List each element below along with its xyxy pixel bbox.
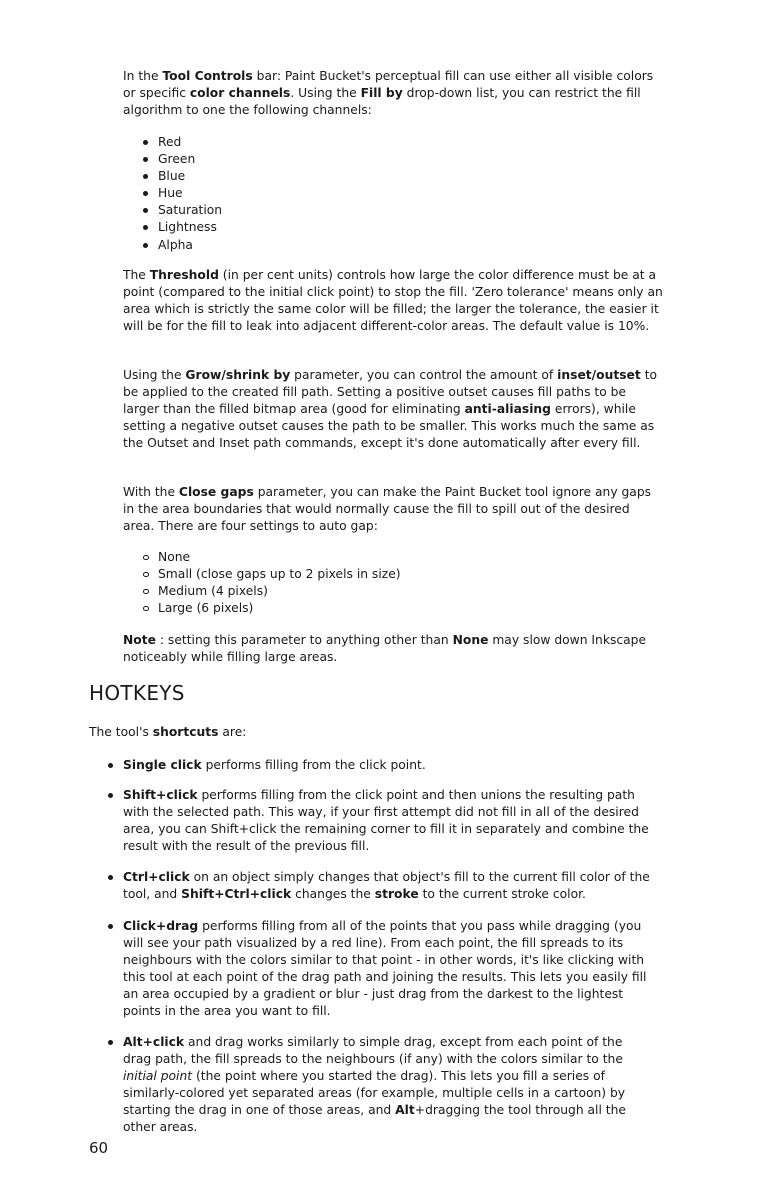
list-item: Small (close gaps up to 2 pixels in size) <box>158 566 558 583</box>
list-item: Medium (4 pixels) <box>158 583 558 600</box>
list-item: Blue <box>158 168 558 185</box>
list-item: Green <box>158 151 558 168</box>
page-number: 60 <box>89 1139 109 1157</box>
hotkey-click-drag: Click+drag performs filling from all of the points that you pass while dragging (you will see your path visualized by a red line). From each point, the fill spreads to its neighbours with the colors similar to that point - in other words, it's like clicking with this tool at each point of the drag path and joining the results. This lets you easily fill an area occupied by a gradient or blur - just drag from the darkest to the lightest points in the area you want to fill. <box>123 918 653 1020</box>
note-paragraph: Note : setting this parameter to anything other than None may slow down Inkscape noticeably while filling large areas. <box>123 633 647 664</box>
list-item: Red <box>158 134 558 151</box>
hotkey-alt-click: Alt+click and drag works similarly to simple drag, except from each point of the drag path, the fill spreads to the neighbours (if any) with the colors similar to the initial point (the point where you started the drag). This lets you fill a series of similarly-colored yet separated areas (for example, multiple cells in a cartoon) by starting the drag in one of those areas, and Alt+dragging the tool through all the other areas. <box>123 1034 653 1136</box>
section-heading: HOTKEYS <box>89 681 185 705</box>
list-item: Lightness <box>158 219 558 236</box>
hotkey-shift-click: Shift+click performs filling from the click point and then unions the resulting path with the selected path. This way, if your first attempt did not fill in all of the desired area, you can Shift+click the remaining corner to fill it in separately and combine the result with the result of the previous fill. <box>123 787 653 855</box>
hotkey-ctrl-click: Ctrl+click on an object simply changes that object's fill to the current fill color of the tool, and Shift+Ctrl+click changes the stroke to the current stroke color. <box>123 869 653 903</box>
threshold-paragraph: The Threshold (in per cent units) controls how large the color difference must be at a point (compared to the initial click point) to stop the fill. 'Zero tolerance' means only an area which is strictly the same color will be filled; the larger the tolerance, the easier it will be for the fill to leak into adjacent different-color areas. The default value is 10%. <box>123 268 663 333</box>
shortcuts-intro: The tool's shortcuts are: <box>89 725 247 739</box>
close-gaps-paragraph: With the Close gaps parameter, you can make the Paint Bucket tool ignore any gaps in the area boundaries that would normally cause the fill to spill out of the desired area. There are four settings to auto gap: <box>123 485 652 533</box>
intro-paragraph: In the Tool Controls bar: Paint Bucket's perceptual fill can use either all visible colors or specific color channels. Using the Fill by drop-down list, you can restrict the fill algorithm to one the following channels: <box>123 69 654 117</box>
list-item: Saturation <box>158 202 558 219</box>
channel-list <box>158 134 558 254</box>
list-item: Alpha <box>158 237 558 254</box>
hotkey-single-click: Single click performs filling from the click point. <box>123 757 653 774</box>
list-item: None <box>158 549 558 566</box>
gap-options-list <box>158 549 558 617</box>
list-item: Large (6 pixels) <box>158 600 558 617</box>
list-item: Hue <box>158 185 558 202</box>
grow-shrink-paragraph: Using the Grow/shrink by parameter, you can control the amount of inset/outset to be applied to the created fill path. Setting a positive outset causes fill paths to be larger than the filled bitmap area (good for eliminating anti-aliasing errors), while setting a negative outset causes the path to be smaller. This works much the same as the Outset and Inset path commands, except it's done automatically after every fill. <box>123 368 658 450</box>
